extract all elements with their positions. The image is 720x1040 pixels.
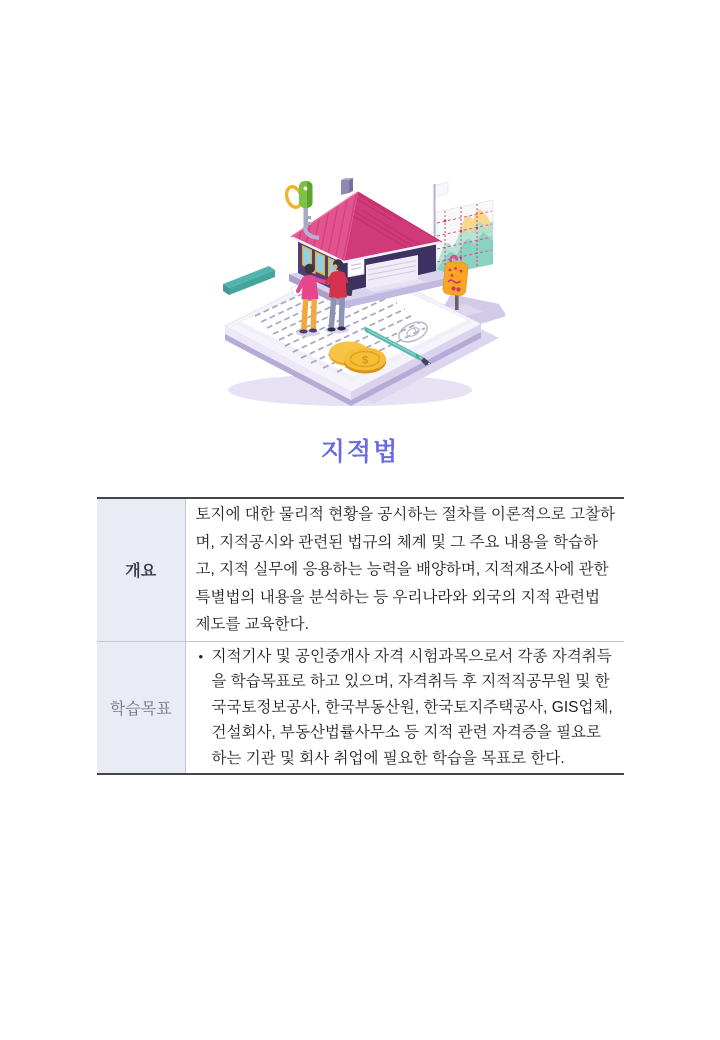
bullet-marker: • <box>198 648 204 664</box>
table-row-objectives <box>97 641 624 774</box>
teal-block-icon <box>223 266 275 295</box>
table-row-overview <box>97 498 624 641</box>
row-label-overview: 개요 <box>97 498 185 641</box>
illustration-svg <box>215 170 505 410</box>
bullet-text: 지적기사 및 공인중개사 자격 시험과목으로서 각종 자격취득을 학습목표로 하고 있으며, 자격취득 후 지적직공무원 및 한국국토정보공사, 한국부동산원, 한국토지주택공사, GIS업체, 건설회사, 부동산법률사무소 등 지적 관련 자격증을 필요로 하는 기관 및 회사 취업에 필요한 학습을 목표로 한다. <box>211 647 613 767</box>
course-info-table <box>97 497 624 775</box>
bullet-item <box>196 644 617 772</box>
real-estate-illustration <box>215 170 505 410</box>
page-title: 지적법 <box>320 438 400 466</box>
row-label-objectives: 학습목표 <box>97 641 185 774</box>
row-content-overview: 토지에 대한 물리적 현황을 공시하는 절차를 이론적으로 고찰하며, 지적공시와 관련된 법규의 체계 및 그 주요 내용을 학습하고, 지적 실무에 응용하는 능력을 배양하며, 지적재조사에 관한 특별법의 내용을 분석하는 등 우리나라와 외국의 지적 관련법 제도를 교육한다. <box>185 498 624 641</box>
dollar-symbol: $ <box>361 354 369 367</box>
row-content-objectives <box>185 641 624 774</box>
